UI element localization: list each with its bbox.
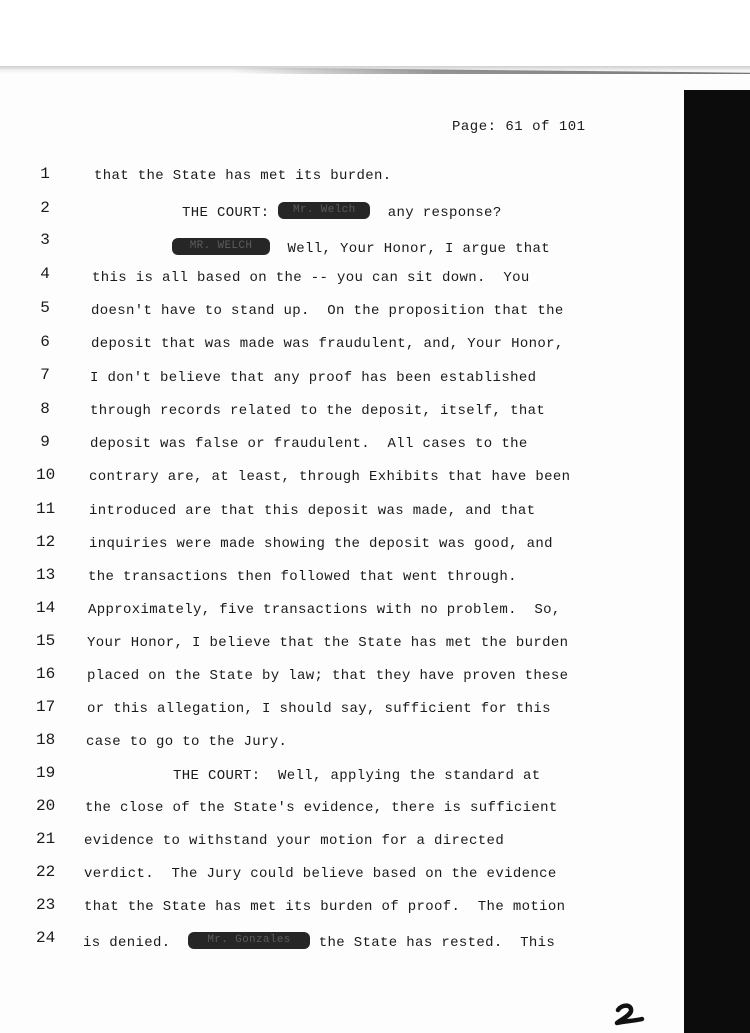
line-text: is denied. — [83, 935, 171, 951]
line-number: 8 — [40, 400, 50, 418]
scan-black-border — [684, 90, 750, 1033]
line-number: 3 — [40, 231, 50, 249]
transcript-line: THE COURT: Well, applying the standard at — [173, 768, 541, 784]
transcript-line: the close of the State's evidence, there is sufficient — [85, 800, 558, 816]
transcript-line: doesn't have to stand up. On the proposition that the — [91, 303, 564, 319]
transcript-line: I don't believe that any proof has been established — [90, 370, 537, 386]
line-text: Well, Your Honor, I argue that — [287, 241, 551, 257]
transcript-line: that the State has met its burden of proof. The motion — [84, 899, 566, 915]
line-number: 4 — [40, 265, 50, 283]
line-number: 9 — [40, 433, 50, 451]
line-number: 7 — [40, 366, 50, 384]
transcript-line — [182, 202, 502, 221]
redaction-mark: MR. WELCH — [172, 238, 270, 255]
line-number: 5 — [40, 299, 50, 317]
line-number: 12 — [36, 533, 56, 551]
line-number: 1 — [40, 165, 50, 183]
transcript-line: inquiries were made showing the deposit was good, and — [89, 536, 553, 552]
line-number: 14 — [36, 599, 56, 617]
line-number: 23 — [36, 896, 56, 914]
line-text: the State has rested. This — [318, 935, 556, 951]
line-number: 21 — [36, 830, 56, 848]
line-number: 16 — [36, 665, 56, 683]
line-number: 22 — [36, 863, 56, 881]
line-number: 19 — [36, 764, 56, 782]
transcript-line: placed on the State by law; that they have proven these — [87, 668, 569, 684]
transcript-line: that the State has met its burden. — [94, 168, 392, 184]
redaction-mark: Mr. Gonzales — [188, 932, 310, 949]
transcript-line: Approximately, five transactions with no problem. So, — [88, 602, 561, 618]
line-number: 13 — [36, 566, 56, 584]
transcript-line: or this allegation, I should say, sufficient for this — [87, 701, 551, 717]
handwritten-mark — [612, 1002, 646, 1026]
transcript-line: contrary are, at least, through Exhibits that have been — [89, 469, 571, 485]
speaker-label: THE COURT: — [182, 205, 270, 221]
transcript-line: case to go to the Jury. — [86, 734, 288, 750]
line-number: 10 — [36, 466, 56, 484]
redaction-mark: Mr. Welch — [278, 202, 370, 219]
line-number: 18 — [36, 731, 56, 749]
line-number: 6 — [40, 333, 50, 351]
line-number: 17 — [36, 698, 56, 716]
line-number: 24 — [36, 929, 56, 947]
transcript-line: the transactions then followed that went through. — [88, 569, 517, 585]
transcript-line: introduced are that this deposit was made, and that — [89, 503, 536, 519]
scan-top-margin — [0, 0, 750, 66]
page-number: Page: 61 of 101 — [452, 119, 586, 135]
line-number: 2 — [40, 199, 50, 217]
transcript-line: verdict. The Jury could believe based on the evidence — [84, 866, 557, 882]
transcript-line: through records related to the deposit, itself, that — [90, 403, 546, 419]
transcript-line — [172, 238, 550, 257]
transcript-line: evidence to withstand your motion for a directed — [84, 833, 505, 849]
line-number: 20 — [36, 797, 56, 815]
transcript-line: deposit was false or fraudulent. All cases to the — [90, 436, 528, 452]
transcript-line: deposit that was made was fraudulent, and, Your Honor, — [91, 336, 564, 352]
transcript-line: this is all based on the -- you can sit down. You — [92, 270, 530, 286]
transcript-line — [83, 932, 555, 951]
line-number: 11 — [36, 500, 56, 518]
line-text: any response? — [387, 205, 502, 221]
line-number: 15 — [36, 632, 56, 650]
transcript-line: Your Honor, I believe that the State has met the burden — [87, 635, 569, 651]
